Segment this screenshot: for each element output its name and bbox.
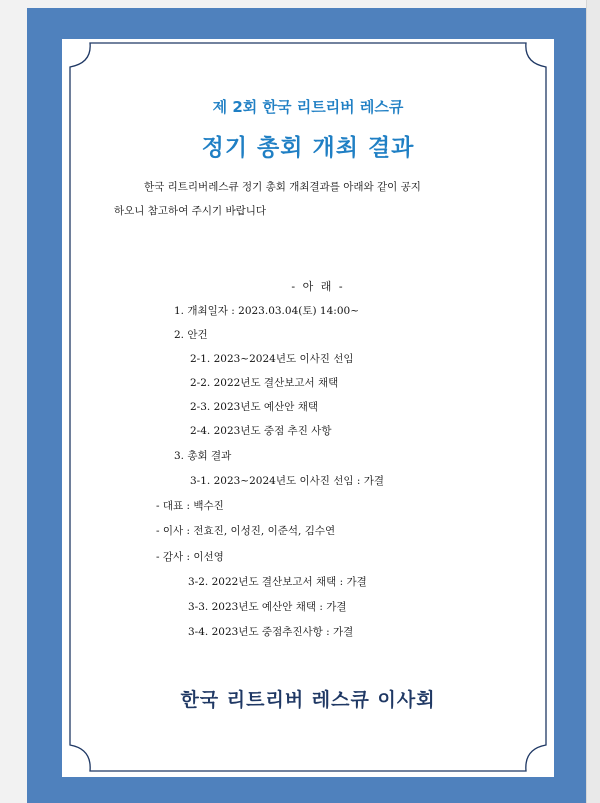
intro-line-1: 한국 리트리버레스큐 정기 총회 개최결과를 아래와 같이 공지 xyxy=(144,181,421,193)
list-item: 2. 안건 xyxy=(174,329,208,341)
list-item: 3-4. 2023년도 중점추진사항 : 가결 xyxy=(188,626,354,638)
page-title: 정기 총회 개최 결과 xyxy=(201,135,415,161)
footer-signature: 한국 리트리버 레스큐 이사회 xyxy=(180,689,436,711)
list-item: 2-3. 2023년도 예산안 채택 xyxy=(190,401,318,413)
list-item: 2-4. 2023년도 중점 추진 사항 xyxy=(190,425,332,437)
list-item: 2-1. 2023~2024년도 이사진 선임 xyxy=(190,353,354,365)
page-content-area xyxy=(62,39,554,777)
notice-content xyxy=(62,39,554,777)
list-item: 2-2. 2022년도 결산보고서 채택 xyxy=(190,377,339,389)
list-item: 3-3. 2023년도 예산안 채택 : 가결 xyxy=(188,601,347,613)
intro-paragraph xyxy=(114,175,494,223)
section-marker: - 아 래 - xyxy=(291,280,345,293)
subtitle: 제 2회 한국 리트리버 레스큐 xyxy=(212,98,404,116)
list-item: 3-1. 2023~2024년도 이사진 선임 : 가결 xyxy=(190,475,385,487)
list-item: - 대표 : 백수진 xyxy=(156,500,224,512)
list-item: 3-2. 2022년도 결산보고서 채택 : 가결 xyxy=(188,576,367,588)
scrollbar-track[interactable] xyxy=(586,0,600,803)
list-item: 3. 총회 결과 xyxy=(174,450,232,462)
list-item: - 이사 : 전효진, 이성진, 이준석, 김수연 xyxy=(156,525,336,537)
document-page xyxy=(27,8,587,803)
list-item: - 감사 : 이선영 xyxy=(156,551,224,563)
intro-line-2: 하오니 참고하여 주시기 바랍니다 xyxy=(114,205,267,217)
list-item: 1. 개최일자 : 2023.03.04(토) 14:00~ xyxy=(174,305,359,317)
